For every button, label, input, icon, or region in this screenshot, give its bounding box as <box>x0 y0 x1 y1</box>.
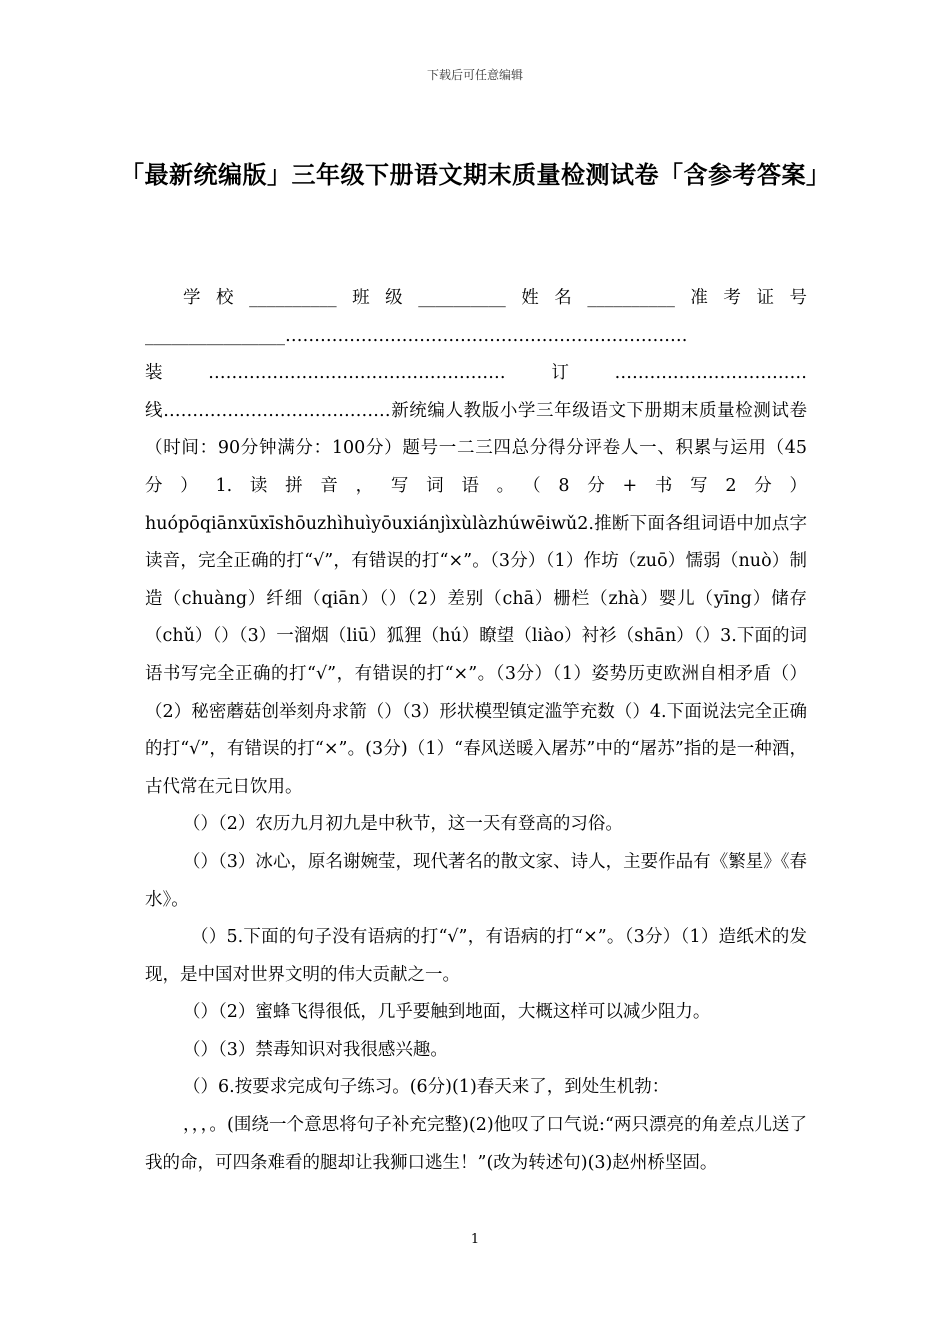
page-number: 1 <box>470 1232 480 1247</box>
paragraph-q5-2: （）（2）蜜蜂飞得很低，几乎要触到地面，大概这样可以减少阻力。 <box>183 1002 711 1023</box>
paragraph-q6: （）6.按要求完成句子练习。(6分)(1)春天来了，到处生机勃： <box>183 1077 670 1098</box>
paragraph-q4-3: （）（3）冰心，原名谢婉莹，现代著名的散文家、诗人，主要作品有《繁星》《春水》。 <box>145 851 807 910</box>
header-note: 下载后可任意编辑 <box>426 68 523 82</box>
paragraph-q6-items: ，，，。(围绕一个意思将句子补充完整)(2)他叹了口气说:“两只漂亮的角差点儿送了我的命，可四条难看的腿却让我狮口逃生！”(改为转述句)(3)赵州桥坚固。 <box>145 1115 807 1173</box>
paragraph-q4-2: （）（2）农历九月初九是中秋节，这一天有登高的习俗。 <box>183 814 623 835</box>
document-body <box>145 280 807 1182</box>
paragraph-q5: （）5.下面的句子没有语病的打“√”，有语病的打“×”。（3分）（1）造纸术的发现，是中国对世界文明的伟大贡献之一。 <box>145 927 807 985</box>
paragraph-intro: 学校__________班级__________姓名__________准考证号________________……………………………………………………………装……………………………………………订……………………………线…………………………………新统编人教版小学三年级语文下册期末质量检测试卷（时间：90分钟满分：100分）题号一二三四总分得分评卷人一、积累与运用（45分）1.读拼音，写词语。（8分+书写2分）huópōqiānxūxīshōuzhìhuìyōuxiánjìxùlàzhúwēiwǔ2.推断下面各组词语中加点字读音，完全正确的打“√”，有错误的打“×”。（3分）（1）作坊（zuō）懦弱（nuò）制造（chuàng）纤细（qiān）（）（2）差别（chā）栅栏（zhà）婴儿（yīng）储存（chǔ）（）（3）一溜烟（liū）狐狸（hú）瞭望（liào）衬衫（shān）（）3.下面的词语书写完全正确的打“√”，有错误的打“×”。（3分）（1）姿势历吏欧洲自相矛盾（）（2）秘密蘑菇创举刻舟求箭（）（3）形状模型镇定滥竽充数（）4.下面说法完全正确的打“√”，有错误的打“×”。(3分)（1）“春风送暖入屠苏”中的“屠苏”指的是一种酒，古代常在元日饮用。 <box>145 288 807 797</box>
paragraph-q5-3: （）（3）禁毒知识对我很感兴趣。 <box>183 1039 448 1060</box>
page-title: 「最新统编版」三年级下册语文期末质量检测试卷「含参考答案」 <box>120 161 831 189</box>
